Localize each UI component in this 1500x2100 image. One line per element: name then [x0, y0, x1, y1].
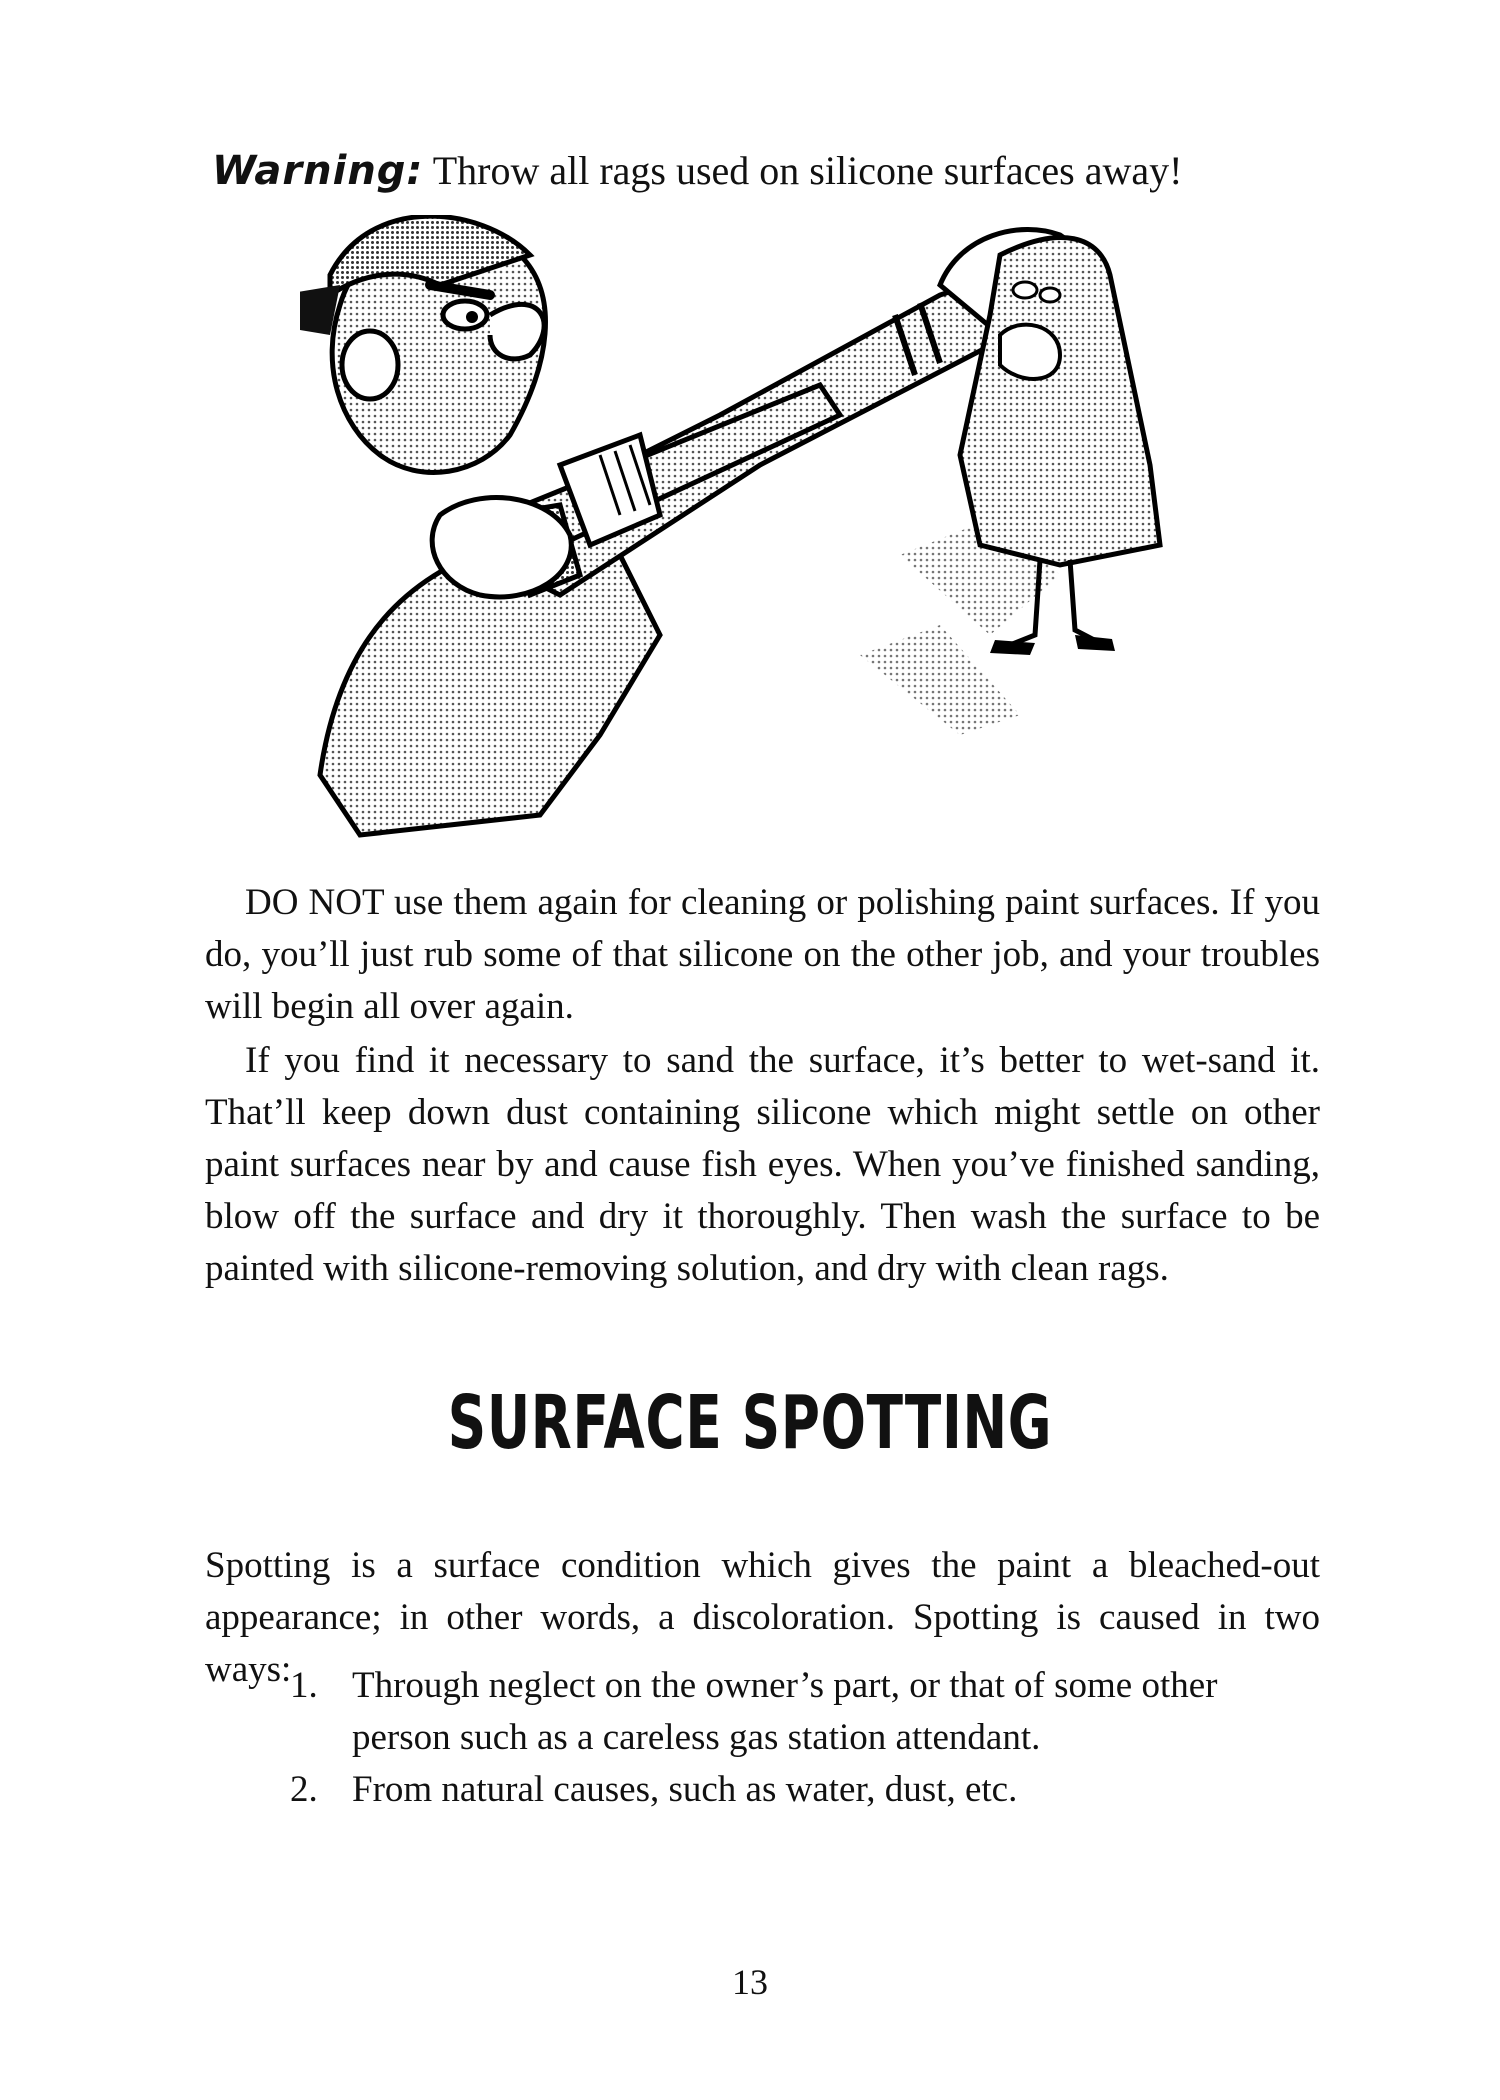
cause-list	[290, 1660, 1290, 1816]
cartoon-man-with-gun-holding-rag-icon	[300, 215, 1310, 845]
section-intro: Spotting is a surface condition which gives the paint a bleached-out appearance; in other words, a discoloration. Spotting is caused in two ways:	[205, 1545, 1320, 1690]
list-item	[290, 1764, 1290, 1816]
list-text: Through neglect on the owner’s part, or that of some other person such as a careless gas station attendant.	[352, 1665, 1218, 1758]
warning-label: Warning:	[212, 148, 424, 194]
paragraph-1: DO NOT use them again for cleaning or polishing paint surfaces. If you do, you’ll just rub some of that silicone on the other job, and your troubles will begin all over again.	[205, 882, 1320, 1027]
list-text: From natural causes, such as water, dust, etc.	[352, 1769, 1018, 1810]
section-title: SURFACE SPOTTING	[447, 1380, 1053, 1466]
list-number: 1.	[290, 1665, 318, 1706]
page-number: 13	[732, 1962, 768, 2002]
paragraph-2: If you find it necessary to sand the surface, it’s better to wet-sand it. That’ll keep down dust containing silicone which might settle on other paint surfaces near by and cause fish eyes. When you’ve finished sanding, blow off the surface and dry it thoroughly. Then wash the surface to be painted with silicone-removing solution, and dry with clean rags.	[205, 1040, 1320, 1289]
list-item	[290, 1660, 1290, 1764]
warning-line	[212, 146, 1332, 196]
warning-text: Throw all rags used on silicone surfaces away!	[432, 148, 1183, 193]
list-number: 2.	[290, 1769, 318, 1810]
